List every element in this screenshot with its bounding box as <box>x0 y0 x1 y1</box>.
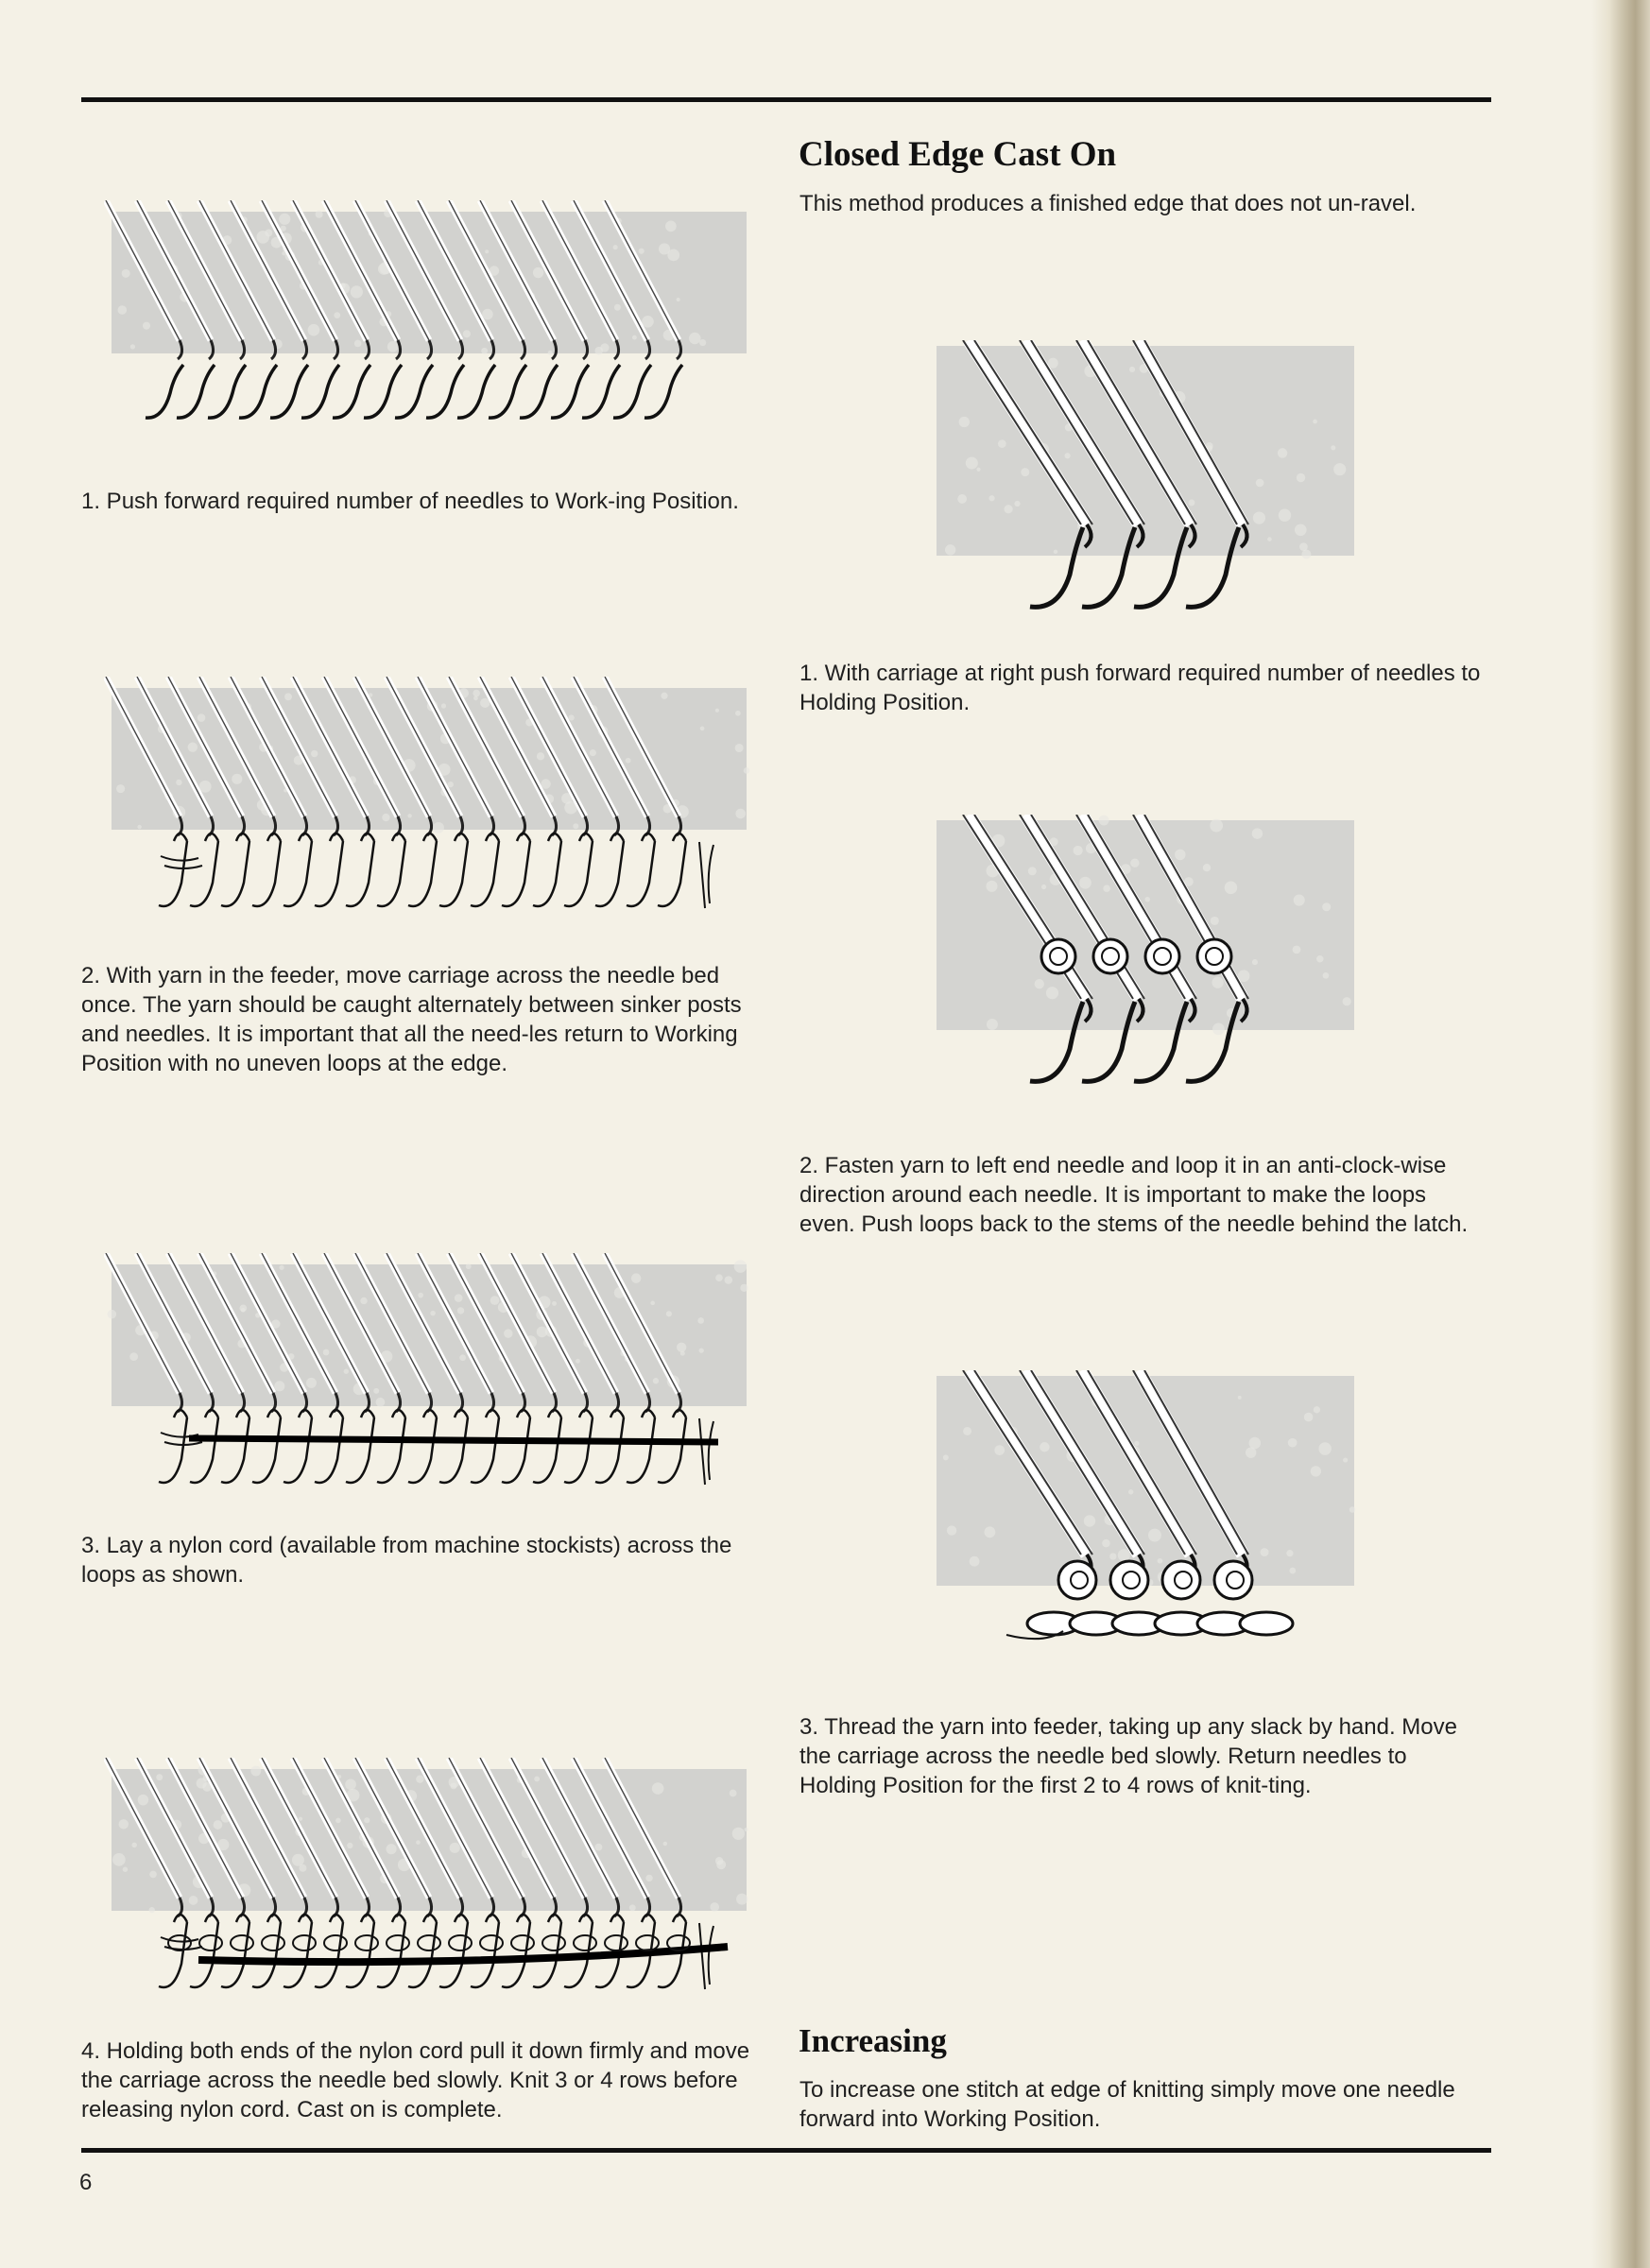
top-rule <box>81 97 1491 102</box>
right-step-3-text: 3. Thread the yarn into feeder, taking up any slack by hand. Move the carriage across the needle bed slowly. Return needles to Holding Position for the first 2 to 4 rows of knit-ting. <box>799 1714 1457 1798</box>
increasing-text: To increase one stitch at edge of knitting simply move one needle forward into Working Position. <box>799 2077 1455 2132</box>
bottom-rule <box>81 2148 1491 2153</box>
left-illustration-4 <box>104 1758 756 2003</box>
left-illustration-3 <box>104 1253 756 1499</box>
increasing-heading: Increasing <box>799 2022 947 2059</box>
left-step-4-text: 4. Holding both ends of the nylon cord pull it down firmly and move the carriage across the needle bed slowly. Knit 3 or 4 rows before releasing nylon cord. Cast on is complete. <box>81 2038 750 2122</box>
right-step-1-text: 1. With carriage at right push forward required number of needles to Holding Position. <box>799 661 1481 715</box>
left-step-2-text: 2. With yarn in the feeder, move carriage across the needle bed once. The yarn should be caught alternately between sinker posts and needles. It is important that all the need-les return to Working Position with no uneven loops at the edge. <box>81 963 742 1076</box>
left-illustration-2 <box>104 677 756 922</box>
book-spine-shadow <box>1591 0 1650 2268</box>
right-illustration-2 <box>931 815 1366 1098</box>
right-illustration-3 <box>931 1370 1366 1654</box>
left-step-1-text: 1. Push forward required number of needles to Work-ing Position. <box>81 489 739 514</box>
left-step-3-text: 3. Lay a nylon cord (available from machine stockists) across the loops as shown. <box>81 1533 732 1588</box>
page-number: 6 <box>79 2170 93 2195</box>
right-illustration-1 <box>931 340 1366 624</box>
closed-edge-heading: Closed Edge Cast On <box>799 135 1117 174</box>
right-step-2-text: 2. Fasten yarn to left end needle and loop it in an anti-clock-wise direction around each needle. It is important to make the loops even. Push loops back to the stems of the needle behind the latch. <box>799 1153 1469 1237</box>
left-illustration-1 <box>104 200 756 446</box>
closed-edge-intro: This method produces a finished edge that does not un-ravel. <box>799 191 1417 216</box>
